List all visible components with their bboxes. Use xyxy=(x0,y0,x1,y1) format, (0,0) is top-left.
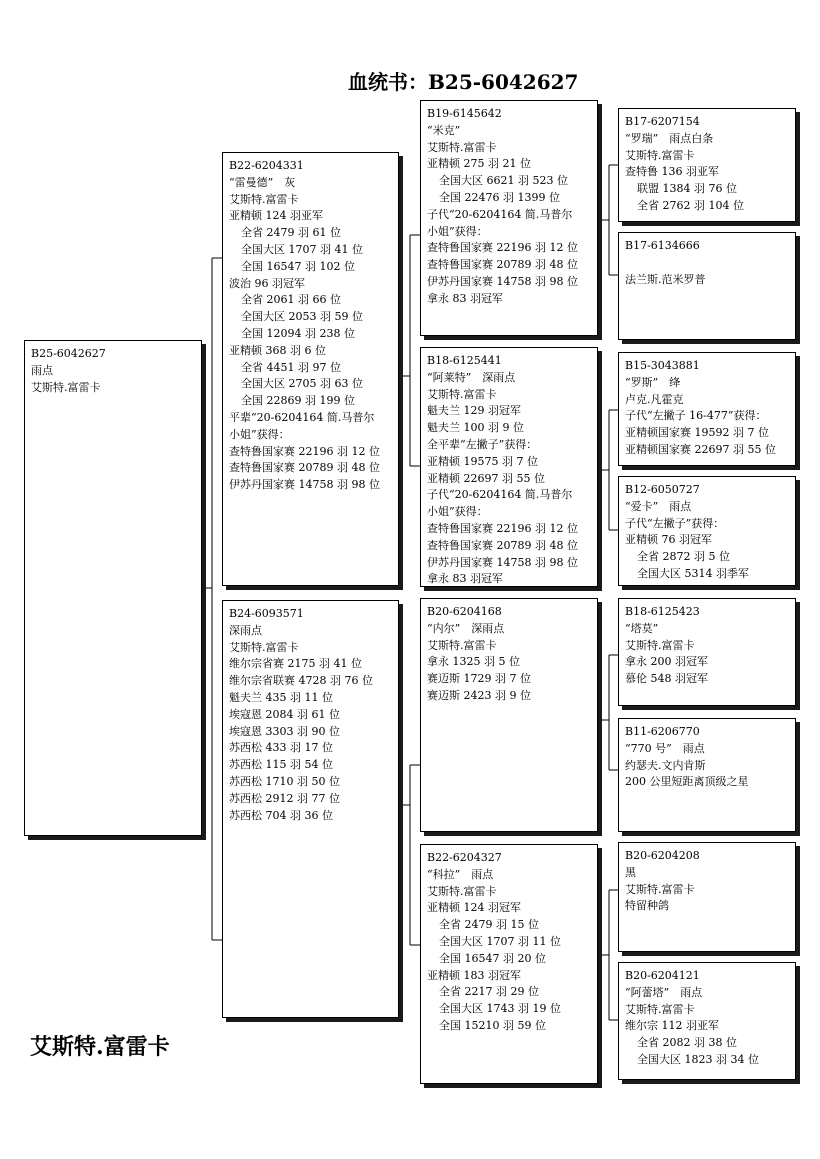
ring-number: B19-6145642 xyxy=(427,107,502,120)
result-line: 维尔宗 112 羽亚军 xyxy=(625,1019,719,1033)
name-color: “阿蕾塔” 雨点 xyxy=(625,985,703,999)
result-line: 全国大区 1707 羽 41 位 xyxy=(241,242,363,256)
owner-name: 艾斯特.富雷卡 xyxy=(30,1034,170,1060)
result-line: 亚精顿国家赛 22697 羽 55 位 xyxy=(625,442,776,456)
result-line: 拿永 200 羽冠军 xyxy=(625,655,708,669)
ring-number: B20-6204168 xyxy=(427,605,502,618)
ring-number: B11-6206770 xyxy=(625,725,700,738)
result-line: 亚精顿 183 羽冠军 xyxy=(427,968,521,982)
ancestor-card xyxy=(618,108,796,222)
breeder: 艾斯特.富雷卡 xyxy=(427,638,497,652)
result-line: 200 公里短距离顶级之星 xyxy=(625,775,749,789)
name: “塔莫” xyxy=(625,621,659,635)
result-line: 拿永 1325 羽 5 位 xyxy=(427,655,520,669)
result-line: 全省 2061 羽 66 位 xyxy=(241,293,341,307)
result-line: 全国大区 1707 羽 11 位 xyxy=(439,934,561,948)
result-line: 亚精顿 22697 羽 55 位 xyxy=(427,471,545,485)
ancestor-card xyxy=(618,232,796,340)
result-line: 全国 22869 羽 199 位 xyxy=(241,394,355,408)
result-line: 子代“20-6204164 简.马普尔 xyxy=(427,488,573,502)
breeder: 法兰斯.范米罗普 xyxy=(625,272,706,286)
sire-dam-card xyxy=(420,347,598,587)
ring-number: B24-6093571 xyxy=(229,607,304,620)
result-line: 拿永 83 羽冠军 xyxy=(427,291,503,305)
result-line: 亚精顿 275 羽 21 位 xyxy=(427,157,531,171)
result-line: 慕伦 548 羽冠军 xyxy=(625,672,708,686)
breeder: 艾斯特.富雷卡 xyxy=(625,1002,695,1016)
result-line: 维尔宗省联赛 4728 羽 76 位 xyxy=(229,674,373,688)
result-line: 全国 16547 羽 20 位 xyxy=(439,951,546,965)
result-line: 伊苏丹国家赛 14758 羽 98 位 xyxy=(427,274,578,288)
breeder: 艾斯特.富雷卡 xyxy=(229,192,299,206)
result-line: 查特鲁国家赛 22196 羽 12 位 xyxy=(427,241,578,255)
ring-number: B17-6207154 xyxy=(625,115,700,128)
result-line: 亚精顿 19575 羽 7 位 xyxy=(427,454,538,468)
name-color: “罗斯” 绛 xyxy=(625,375,681,389)
result-line: 亚精顿国家赛 19592 羽 7 位 xyxy=(625,426,769,440)
result-line: 魁夫兰 435 羽 11 位 xyxy=(229,690,333,704)
result-line: 小姐”获得： xyxy=(427,505,488,519)
result-line: 特留种鸽 xyxy=(625,899,669,913)
breeder: 艾斯特.富雷卡 xyxy=(427,140,497,154)
result-line: 子代“左撇子”获得： xyxy=(625,516,725,530)
result-line: 拿永 83 羽冠军 xyxy=(427,572,503,586)
result-line: 苏西松 2912 羽 77 位 xyxy=(229,791,340,805)
result-line: 查特鲁国家赛 22196 羽 12 位 xyxy=(229,444,380,458)
result-line: 全省 2479 羽 15 位 xyxy=(439,918,539,932)
result-line: 全省 2479 羽 61 位 xyxy=(241,226,341,240)
result-line: 赛迈斯 2423 羽 9 位 xyxy=(427,688,531,702)
ring-number: B12-6050727 xyxy=(625,483,700,496)
ring-number: B22-6204327 xyxy=(427,851,502,864)
result-line: 小姐”获得： xyxy=(229,427,290,441)
ancestor-card xyxy=(618,598,796,706)
result-line: 子代“左撇子 16-477”获得： xyxy=(625,409,767,423)
result-line: 全省 2217 羽 29 位 xyxy=(439,985,539,999)
name-color: “科拉” 雨点 xyxy=(427,867,494,881)
result-line: 魁夫兰 129 羽冠军 xyxy=(427,404,521,418)
name-color: “罗瑞” 雨点白条 xyxy=(625,131,714,145)
result-line: 子代“20-6204164 简.马普尔 xyxy=(427,207,573,221)
subject-pigeon-card xyxy=(24,340,202,836)
ring-number: B18-6125441 xyxy=(427,354,502,367)
result-line: 查特鲁国家赛 22196 羽 12 位 xyxy=(427,521,578,535)
result-line: 埃寇恩 3303 羽 90 位 xyxy=(229,724,340,738)
color: 深雨点 xyxy=(229,623,262,637)
result-line: 全国大区 2705 羽 63 位 xyxy=(241,377,363,391)
result-line: 魁夫兰 100 羽 9 位 xyxy=(427,421,524,435)
result-line: 亚精顿 124 羽冠军 xyxy=(427,901,521,915)
ring-number: B20-6204208 xyxy=(625,849,700,862)
result-line: 赛迈斯 1729 羽 7 位 xyxy=(427,672,531,686)
dam-dam-card xyxy=(420,844,598,1084)
ring-number: B18-6125423 xyxy=(625,605,700,618)
breeder: 艾斯特.富雷卡 xyxy=(625,638,695,652)
ancestor-card xyxy=(618,962,796,1080)
result-line: 伊苏丹国家赛 14758 羽 98 位 xyxy=(427,555,578,569)
result-line: 查特鲁国家赛 20789 羽 48 位 xyxy=(427,258,578,272)
name-color: “内尔” 深雨点 xyxy=(427,621,505,635)
result-line: 小姐”获得： xyxy=(427,224,488,238)
result-line: 全省 2762 羽 104 位 xyxy=(637,198,744,212)
breeder: 约瑟夫.文内肯斯 xyxy=(625,758,706,772)
result-line: 全国 16547 羽 102 位 xyxy=(241,259,355,273)
result-line: 平辈“20-6204164 简.马普尔 xyxy=(229,410,375,424)
result-line: 全国大区 1823 羽 34 位 xyxy=(637,1052,759,1066)
name: “米克” xyxy=(427,123,461,137)
result-line: 全国大区 2053 羽 59 位 xyxy=(241,310,363,324)
breeder: 艾斯特.富雷卡 xyxy=(229,640,299,654)
result-line: 苏西松 1710 羽 50 位 xyxy=(229,774,340,788)
ancestor-card xyxy=(618,842,796,952)
result-line: 全国大区 5314 羽季军 xyxy=(637,566,749,580)
result-line: 查特鲁国家赛 20789 羽 48 位 xyxy=(229,461,380,475)
result-line: 亚精顿 368 羽 6 位 xyxy=(229,343,326,357)
result-line: 全省 2082 羽 38 位 xyxy=(637,1036,737,1050)
dam-card xyxy=(222,600,399,1018)
result-line: 全平辈“左撇子”获得： xyxy=(427,437,538,451)
sire-card xyxy=(222,152,399,586)
name-color: “770 号” 雨点 xyxy=(625,741,705,755)
breeder: 艾斯特.富雷卡 xyxy=(625,148,695,162)
breeder: 艾斯特.富雷卡 xyxy=(427,884,497,898)
result-line: 全国大区 6621 羽 523 位 xyxy=(439,174,568,188)
result-line: 全国 12094 羽 238 位 xyxy=(241,326,355,340)
result-line: 苏西松 704 羽 36 位 xyxy=(229,808,333,822)
result-line: 全国大区 1743 羽 19 位 xyxy=(439,1002,561,1016)
result-line: 苏西松 433 羽 17 位 xyxy=(229,741,333,755)
dam-sire-card xyxy=(420,598,598,832)
result-line: 全国 22476 羽 1399 位 xyxy=(439,190,560,204)
result-line: 埃寇恩 2084 羽 61 位 xyxy=(229,707,340,721)
result-line: 全国 15210 羽 59 位 xyxy=(439,1018,546,1032)
result-line: 查特鲁国家赛 20789 羽 48 位 xyxy=(427,538,578,552)
breeder: 艾斯特.富雷卡 xyxy=(625,882,695,896)
sire-sire-card xyxy=(420,100,598,336)
result-line: 亚精顿 124 羽亚军 xyxy=(229,209,323,223)
pedigree-title: 血统书：B25-6042627 xyxy=(348,70,579,94)
result-line: 维尔宗省赛 2175 羽 41 位 xyxy=(229,657,362,671)
color: 雨点 xyxy=(31,363,53,377)
name-color: “阿莱特” 深雨点 xyxy=(427,370,516,384)
ring-number: B15-3043881 xyxy=(625,359,700,372)
result-line: 亚精顿 76 羽冠军 xyxy=(625,533,712,547)
ring-number: B20-6204121 xyxy=(625,969,700,982)
blank-line xyxy=(625,255,789,272)
result-line: 苏西松 115 羽 54 位 xyxy=(229,758,333,772)
result-line: 波治 96 羽冠军 xyxy=(229,276,305,290)
ancestor-card xyxy=(618,718,796,832)
name-color: “雷曼德” 灰 xyxy=(229,175,296,189)
breeder: 艾斯特.富雷卡 xyxy=(427,387,497,401)
ancestor-card xyxy=(618,476,796,586)
ring-number: B22-6204331 xyxy=(229,159,304,172)
ring-number: B25-6042627 xyxy=(31,347,106,360)
breeder: 艾斯特.富雷卡 xyxy=(31,380,101,394)
result-line: 全省 2872 羽 5 位 xyxy=(637,550,730,564)
result-line: 查特鲁 136 羽亚军 xyxy=(625,165,719,179)
name-color: “爱卡” 雨点 xyxy=(625,499,692,513)
result-line: 伊苏丹国家赛 14758 羽 98 位 xyxy=(229,478,380,492)
breeder: 卢克.凡霍克 xyxy=(625,392,684,406)
ancestor-card xyxy=(618,352,796,466)
result-line: 全省 4451 羽 97 位 xyxy=(241,360,341,374)
color: 黑 xyxy=(625,865,636,879)
ring-number: B17-6134666 xyxy=(625,239,700,252)
result-line: 联盟 1384 羽 76 位 xyxy=(637,182,737,196)
